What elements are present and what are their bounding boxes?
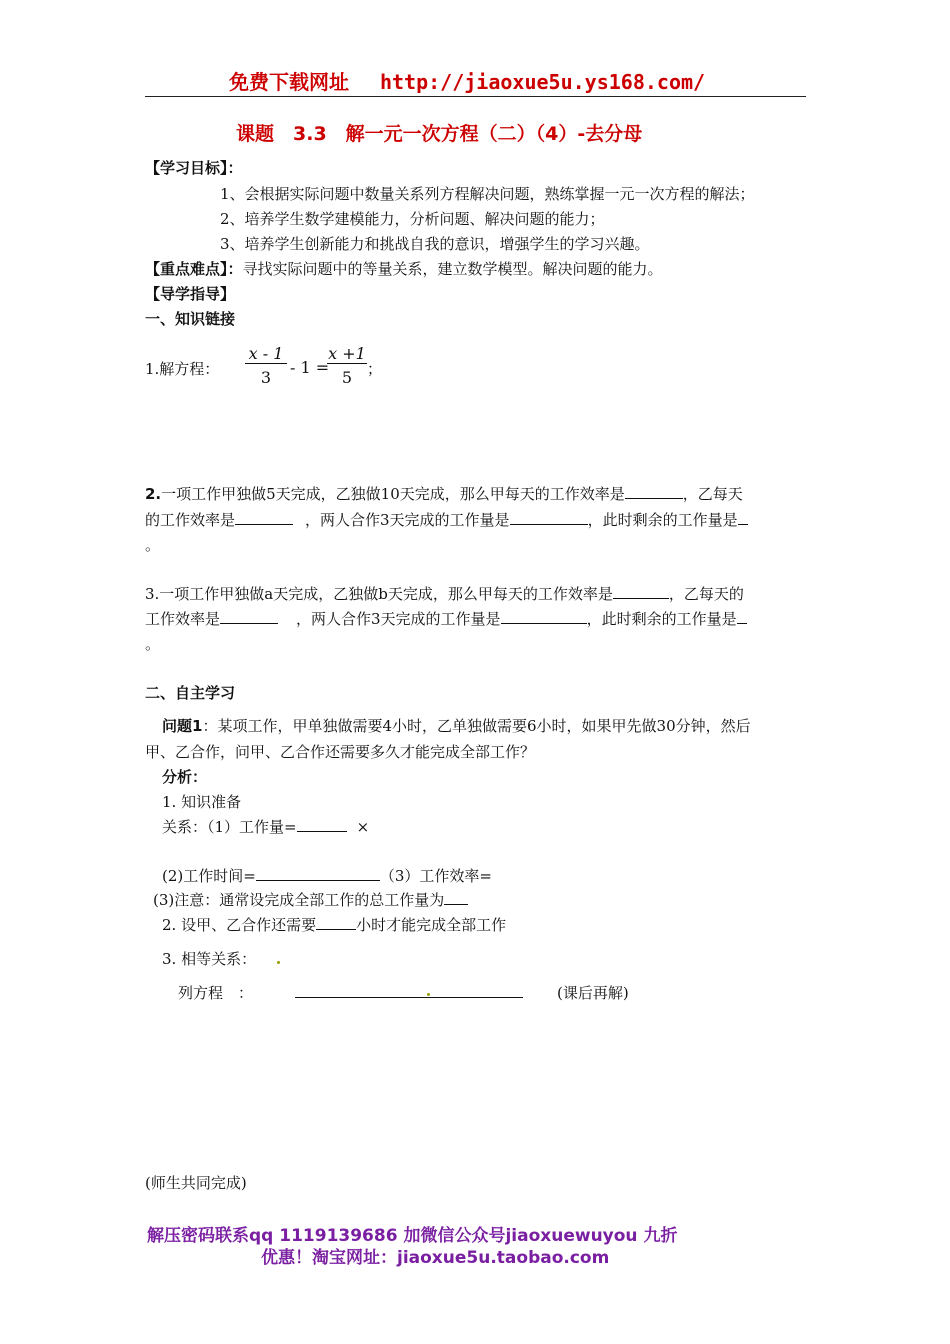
q1-label: 1.解方程：: [145, 360, 220, 378]
objective-item: 2、培养学生数学建模能力，分析问题、解决问题的能力；: [220, 210, 605, 228]
guide-heading: 【导学指导】: [145, 285, 236, 303]
step3: 3. 相等关系：: [162, 950, 257, 968]
relation-line: [162, 816, 369, 837]
section1-heading: 一、知识链接: [145, 310, 236, 328]
relation-text: 关系：（1）工作量=: [162, 818, 297, 836]
q3-blank-a-efficiency[interactable]: [613, 584, 669, 599]
step2-line: [162, 914, 506, 935]
q3-text: 3.一项工作甲独做a天完成，乙独做b天完成，那么甲每天的工作效率是: [145, 585, 613, 603]
q3-text-d: ，两人合作3天完成的工作量是: [296, 610, 501, 628]
problem1-line1: [162, 715, 751, 736]
q2-text-d: ，两人合作3天完成的工作量是: [305, 511, 510, 529]
q3-blank-work-done[interactable]: [501, 609, 587, 624]
objectives-heading: 【学习目标】：: [145, 159, 243, 177]
footer-line2[interactable]: 优惠！淘宝网址：jiaoxue5u.taobao.com: [261, 1248, 610, 1268]
q2-text-e: ，此时剩余的工作量是: [587, 511, 738, 529]
header-rule: [145, 96, 806, 97]
key-points-text: 寻找实际问题中的等量关系，建立数学模型。解决问题的能力。: [242, 260, 663, 278]
header-url-link[interactable]: http://jiaoxue5u.ys168.com/: [379, 70, 706, 94]
q1-frac2-denominator: 5: [327, 363, 367, 387]
equation-line: [178, 982, 253, 1003]
work-amount-blank[interactable]: [297, 817, 347, 832]
q1-fraction-right: [327, 344, 367, 387]
q1-end: ；: [367, 360, 383, 378]
problem1-label: 问题1: [162, 717, 203, 735]
q1-frac2-numerator: x +1: [328, 344, 366, 363]
after-class-note: (课后再解): [557, 984, 629, 1002]
note-line: [153, 889, 468, 910]
analysis-label: 分析：: [162, 768, 208, 786]
q2-line1: [145, 483, 743, 504]
together-note: (师生共同完成): [145, 1174, 247, 1192]
efficiency-label: （3）工作效率=: [379, 867, 492, 885]
q3-blank-b-efficiency[interactable]: [220, 609, 278, 624]
q2-line3: 。: [145, 536, 161, 554]
q2-text: 一项工作甲独做5天完成，乙独做10天完成，那么甲每天的工作效率是: [161, 485, 625, 503]
time-label: (2)工作时间=: [162, 867, 256, 885]
note-text: (3)注意：通常设完成全部工作的总工作量为: [153, 891, 445, 909]
section2-heading: 二、自主学习: [145, 684, 236, 702]
work-time-blank[interactable]: [256, 866, 380, 881]
q2-blank-work-done[interactable]: [510, 510, 588, 525]
q2-blank-b-efficiency[interactable]: [235, 510, 293, 525]
objective-item: 1、会根据实际问题中数量关系列方程解决问题，熟练掌握一元一次方程的解法；: [220, 185, 755, 203]
q1-fraction-left: [245, 344, 287, 387]
equation-blank[interactable]: [295, 983, 523, 998]
q1-frac1-denominator: 3: [245, 363, 287, 387]
decorative-dot: [277, 961, 280, 964]
decorative-dot: [427, 993, 430, 996]
time-line: [162, 865, 492, 886]
key-points-heading: 【重点难点】：: [145, 260, 243, 278]
page-title: 课题 3.3 解一元一次方程（二）（4）-去分母: [236, 123, 643, 145]
q2-number: 2.: [145, 485, 162, 503]
hours-blank[interactable]: [316, 915, 356, 930]
times-symbol: ×: [356, 818, 370, 836]
header-banner: [229, 66, 705, 95]
objective-item: 3、培养学生创新能力和挑战自我的意识，增强学生的学习兴趣。: [220, 235, 650, 253]
q1-frac1-numerator: x - 1: [248, 344, 284, 363]
key-points: [145, 258, 663, 279]
header-label: 免费下载网址: [229, 70, 349, 94]
total-work-blank[interactable]: [444, 890, 468, 905]
q2-blank-a-efficiency[interactable]: [625, 484, 683, 499]
q3-text-b: ，乙每天的: [668, 585, 744, 603]
problem1-line2: 甲、乙合作，问甲、乙合作还需要多久才能完成全部工作？: [145, 743, 536, 761]
q2-line2: [145, 509, 748, 530]
q3-line1: [145, 583, 744, 604]
q3-line2: [145, 608, 747, 629]
footer-line1: 解压密码联系qq 1119139686 加微信公众号jiaoxuewuyou 九折: [147, 1226, 678, 1246]
q1-middle: - 1 =: [290, 358, 330, 377]
q3-line3: 。: [145, 635, 161, 653]
equation-label: 列方程 ：: [178, 984, 254, 1002]
q2-blank-remaining[interactable]: [738, 510, 748, 525]
step1: 1. 知识准备: [162, 793, 242, 811]
step2-text-b: 小时才能完成全部工作: [356, 916, 507, 934]
problem1-text: ：某项工作，甲单独做需要4小时，乙单独做需要6小时，如果甲先做30分钟，然后: [202, 717, 751, 735]
q3-blank-remaining[interactable]: [737, 609, 747, 624]
step2-text: 2. 设甲、乙合作还需要: [162, 916, 317, 934]
q3-text-c: 工作效率是: [145, 610, 221, 628]
q3-text-e: ，此时剩余的工作量是: [586, 610, 737, 628]
q2-text-b: ，乙每天: [682, 485, 743, 503]
q2-text-c: 的工作效率是: [145, 511, 236, 529]
